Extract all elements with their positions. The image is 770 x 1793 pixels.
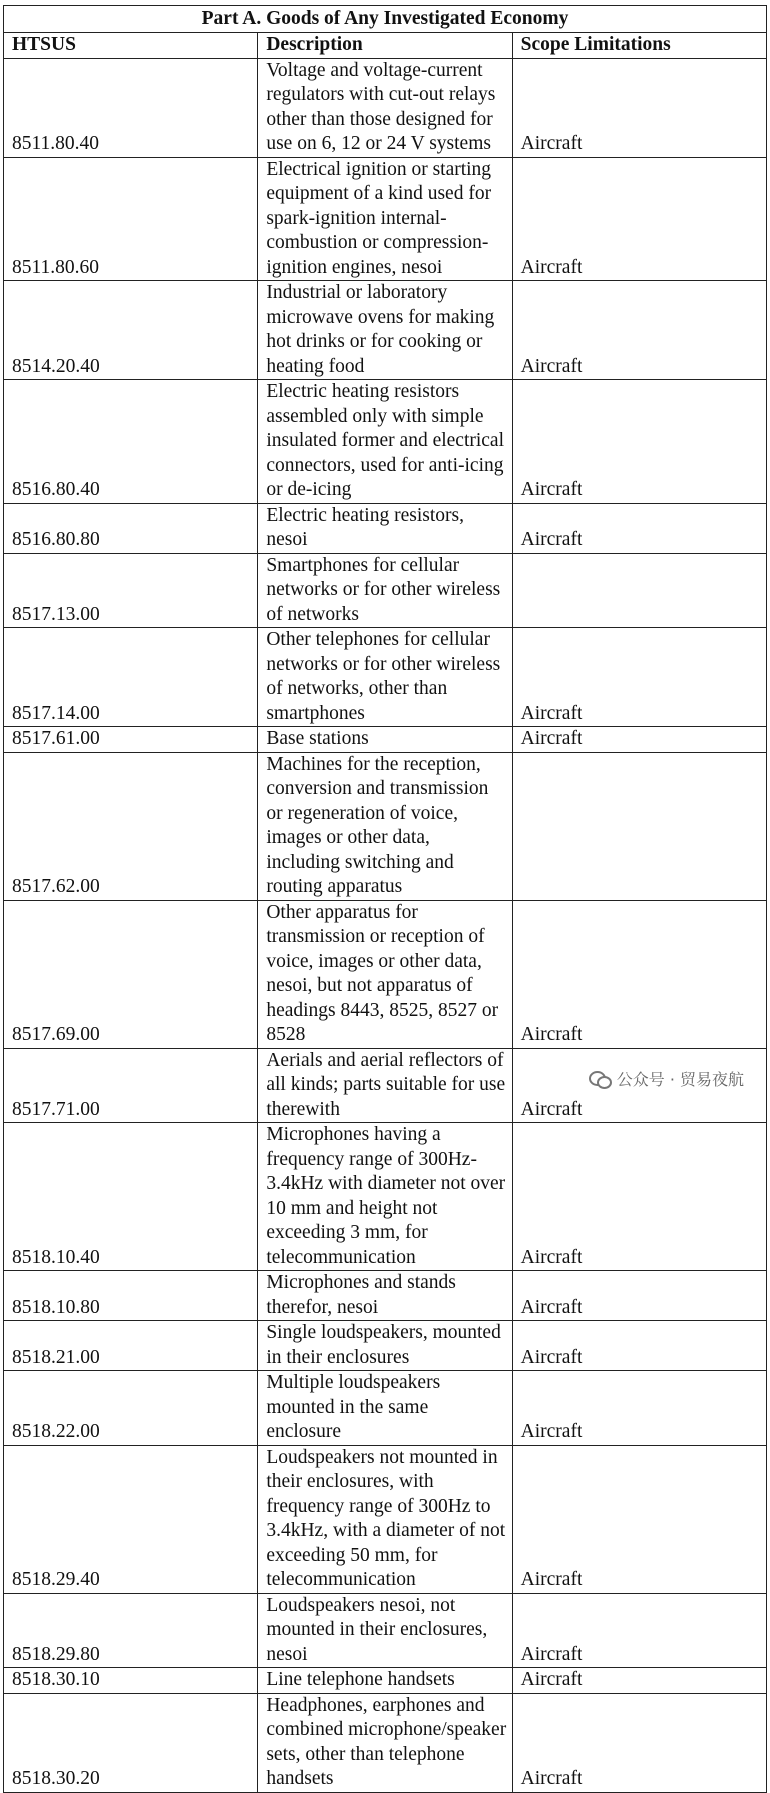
table-row	[4, 1668, 767, 1694]
row-htsus: 8517.14.00	[4, 628, 258, 727]
row-description: Smartphones for cellular networks or for other wireless of networks	[258, 553, 512, 628]
row-htsus: 8517.61.00	[4, 727, 258, 753]
row-scope	[512, 752, 766, 900]
row-htsus: 8517.13.00	[4, 553, 258, 628]
row-htsus: 8518.29.40	[4, 1445, 258, 1593]
row-description: Microphones and stands therefor, nesoi	[258, 1271, 512, 1321]
header-description: Description	[258, 33, 512, 59]
row-description: Industrial or laboratory microwave ovens for making hot drinks or for cooking or heating food	[258, 281, 512, 380]
row-description: Microphones having a frequency range of 300Hz-3.4kHz with diameter not over 10 mm and height not exceeding 3 mm, for telecommunication	[258, 1123, 512, 1271]
row-scope: Aircraft	[512, 900, 766, 1048]
table-row	[4, 281, 767, 380]
row-description: Other telephones for cellular networks or for other wireless of networks, other than smartphones	[258, 628, 512, 727]
table-row	[4, 1123, 767, 1271]
row-description: Electrical ignition or starting equipment of a kind used for spark-ignition internal-combustion or compression-ignition engines, nesoi	[258, 157, 512, 281]
table-row	[4, 1593, 767, 1668]
row-description: Base stations	[258, 727, 512, 753]
row-description: Line telephone handsets	[258, 1668, 512, 1694]
watermark-text: 公众号 · 贸易夜航	[616, 1070, 744, 1089]
row-htsus: 8518.30.20	[4, 1693, 258, 1792]
table-row	[4, 1271, 767, 1321]
row-htsus: 8514.20.40	[4, 281, 258, 380]
row-htsus: 8516.80.40	[4, 380, 258, 504]
row-htsus: 8518.29.80	[4, 1593, 258, 1668]
row-htsus: 8518.30.10	[4, 1668, 258, 1694]
table-row	[4, 727, 767, 753]
row-description: Machines for the reception, conversion and transmission or regeneration of voice, images or other data, including switching and routing apparatus	[258, 752, 512, 900]
header-scope: Scope Limitations	[512, 33, 766, 59]
row-scope: Aircraft	[512, 628, 766, 727]
table-caption: Part A. Goods of Any Investigated Economy	[4, 6, 767, 33]
watermark	[585, 1066, 748, 1091]
row-htsus: 8511.80.40	[4, 58, 258, 157]
row-htsus: 8518.10.40	[4, 1123, 258, 1271]
row-scope: Aircraft	[512, 157, 766, 281]
row-description: Single loudspeakers, mounted in their enclosures	[258, 1321, 512, 1371]
row-description: Loudspeakers not mounted in their enclosures, with frequency range of 300Hz to 3.4kHz, with a diameter of not exceeding 50 mm, for telecommunication	[258, 1445, 512, 1593]
row-scope: Aircraft	[512, 1593, 766, 1668]
row-description: Other apparatus for transmission or reception of voice, images or other data, nesoi, but not apparatus of headings 8443, 8525, 8527 or 8528	[258, 900, 512, 1048]
table-row	[4, 1371, 767, 1446]
row-description: Voltage and voltage-current regulators with cut-out relays other than those designed for use on 6, 12 or 24 V systems	[258, 58, 512, 157]
row-description: Loudspeakers nesoi, not mounted in their enclosures, nesoi	[258, 1593, 512, 1668]
table-row	[4, 628, 767, 727]
table-row	[4, 900, 767, 1048]
table-row	[4, 157, 767, 281]
wechat-icon	[589, 1070, 611, 1088]
row-scope: Aircraft	[512, 1693, 766, 1792]
row-htsus: 8517.71.00	[4, 1048, 258, 1123]
row-htsus: 8511.80.60	[4, 157, 258, 281]
row-scope: Aircraft	[512, 503, 766, 553]
row-description: Electric heating resistors, nesoi	[258, 503, 512, 553]
table-row	[4, 553, 767, 628]
row-scope: Aircraft	[512, 380, 766, 504]
row-scope: Aircraft	[512, 281, 766, 380]
row-description: Electric heating resistors assembled only with simple insulated former and electrical connectors, used for anti-icing or de-icing	[258, 380, 512, 504]
row-scope: Aircraft	[512, 1321, 766, 1371]
row-description: Multiple loudspeakers mounted in the same enclosure	[258, 1371, 512, 1446]
table-row	[4, 503, 767, 553]
row-scope: Aircraft	[512, 58, 766, 157]
row-description: Headphones, earphones and combined microphone/speaker sets, other than telephone handsets	[258, 1693, 512, 1792]
row-scope: Aircraft	[512, 727, 766, 753]
row-scope: Aircraft	[512, 1048, 766, 1123]
table-row	[4, 1693, 767, 1792]
table-row	[4, 58, 767, 157]
row-scope	[512, 553, 766, 628]
table-row	[4, 380, 767, 504]
row-scope: Aircraft	[512, 1271, 766, 1321]
row-htsus: 8517.69.00	[4, 900, 258, 1048]
row-description: Aerials and aerial reflectors of all kinds; parts suitable for use therewith	[258, 1048, 512, 1123]
row-htsus: 8518.21.00	[4, 1321, 258, 1371]
table-row	[4, 1445, 767, 1593]
table-row	[4, 1321, 767, 1371]
row-scope: Aircraft	[512, 1445, 766, 1593]
header-row	[4, 33, 767, 59]
goods-table	[3, 5, 767, 1793]
table-row	[4, 752, 767, 900]
row-scope: Aircraft	[512, 1371, 766, 1446]
row-scope: Aircraft	[512, 1668, 766, 1694]
row-htsus: 8518.10.80	[4, 1271, 258, 1321]
header-htsus: HTSUS	[4, 33, 258, 59]
row-htsus: 8517.62.00	[4, 752, 258, 900]
row-htsus: 8518.22.00	[4, 1371, 258, 1446]
row-scope: Aircraft	[512, 1123, 766, 1271]
row-htsus: 8516.80.80	[4, 503, 258, 553]
